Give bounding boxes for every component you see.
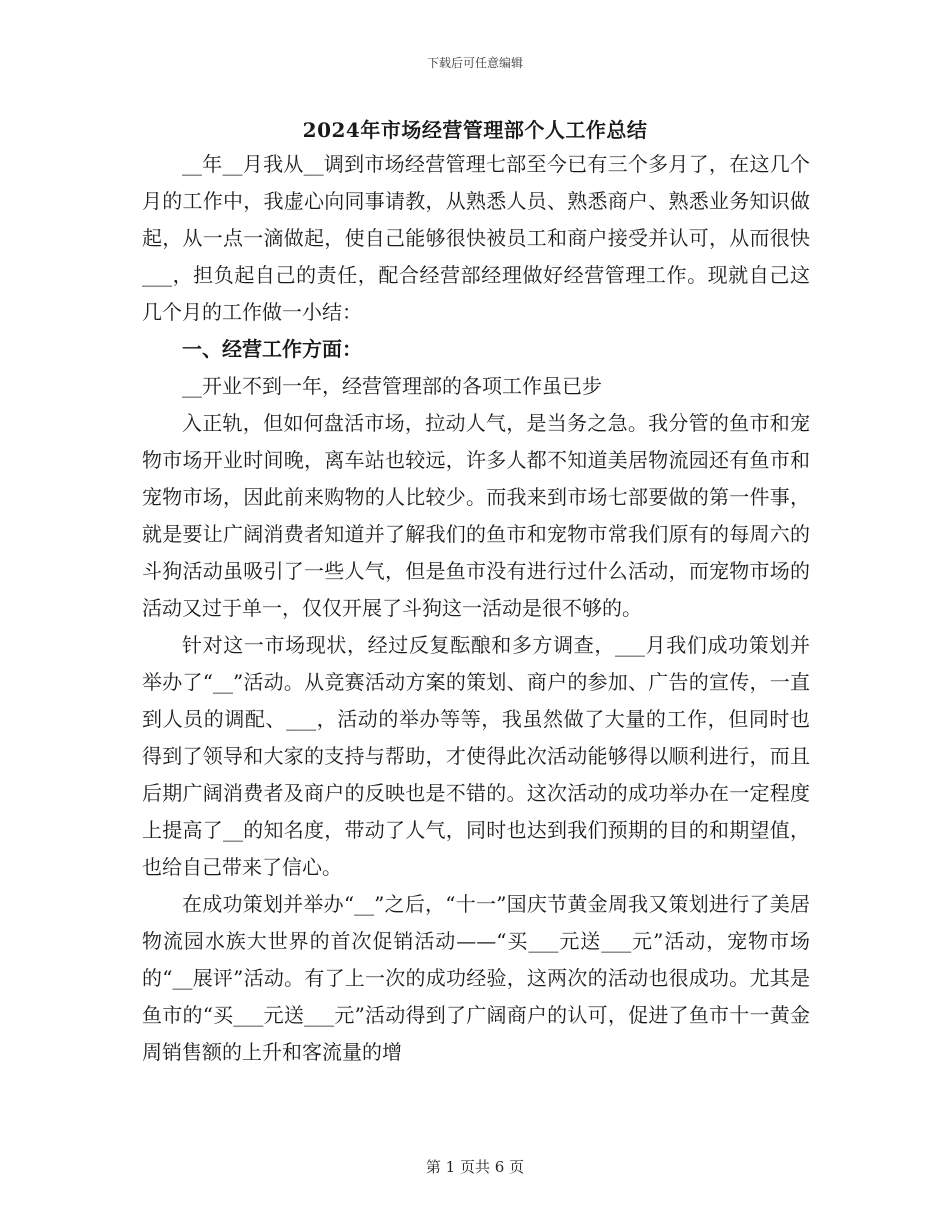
paragraph-intro: __年__月我从__调到市场经营管理七部至今已有三个多月了，在这几个月的工作中，我虚心向同事请教，从熟悉人员、熟悉商户、熟悉业务知识做起，从一点一滴做起，使自己能够很快被员工和商户接受并认可，从而很快___，担负起自己的责任，配合经营部经理做好经营管理工作。现就自己这几个月的工作做一小结：	[142, 152, 810, 324]
header-note: 下载后可任意编辑	[426, 56, 523, 70]
paragraph-first-event: 针对这一市场现状，经过反复酝酿和多方调查，___月我们成功策划并举办了“__”活动。从竞赛活动方案的策划、商户的参加、广告的宣传，一直到人员的调配、___，活动的举办等等，我虽然做了大量的工作，但同时也得到了领导和大家的支持与帮助，才使得此次活动能够得以顺利进行，而且后期广阔消费者及商户的反映也是不错的。这次活动的成功举办在一定程度上提高了__的知名度，带动了人气，同时也达到我们预期的目的和期望值，也给自己带来了信心。	[142, 633, 810, 879]
document-title: 2024年市场经营管理部个人工作总结	[302, 118, 648, 142]
paragraph-holiday-promotion: 在成功策划并举办“__”之后，“十一”国庆节黄金周我又策划进行了美居物流园水族大世界的首次促销活动——“买___元送___元”活动，宠物市场的“__展评”活动。有了上一次的成功经验，这两次的活动也很成功。尤其是鱼市的“买___元送___元”活动得到了广阔商户的认可，促进了鱼市十一黄金周销售额的上升和客流量的增	[142, 892, 810, 1064]
document-body	[142, 146, 810, 1071]
paragraph-market-status: 入正轨，但如何盘活市场，拉动人气，是当务之急。我分管的鱼市和宠物市场开业时间晚，离车站也较远，许多人都不知道美居物流园还有鱼市和宠物市场，因此前来购物的人比较少。而我来到市场七部要做的第一件事，就是要让广阔消费者知道并了解我们的鱼市和宠物市常我们原有的每周六的斗狗活动虽吸引了一些人气，但是鱼市没有进行过什么活动，而宠物市场的活动又过于单一，仅仅开展了斗狗这一活动是很不够的。	[142, 411, 810, 620]
paragraph-opening-line: __开业不到一年，经营管理部的各项工作虽已步	[182, 374, 602, 398]
section-heading: 一、经营工作方面：	[182, 337, 362, 361]
page-footer: 第 1 页共 6 页	[425, 1158, 525, 1176]
